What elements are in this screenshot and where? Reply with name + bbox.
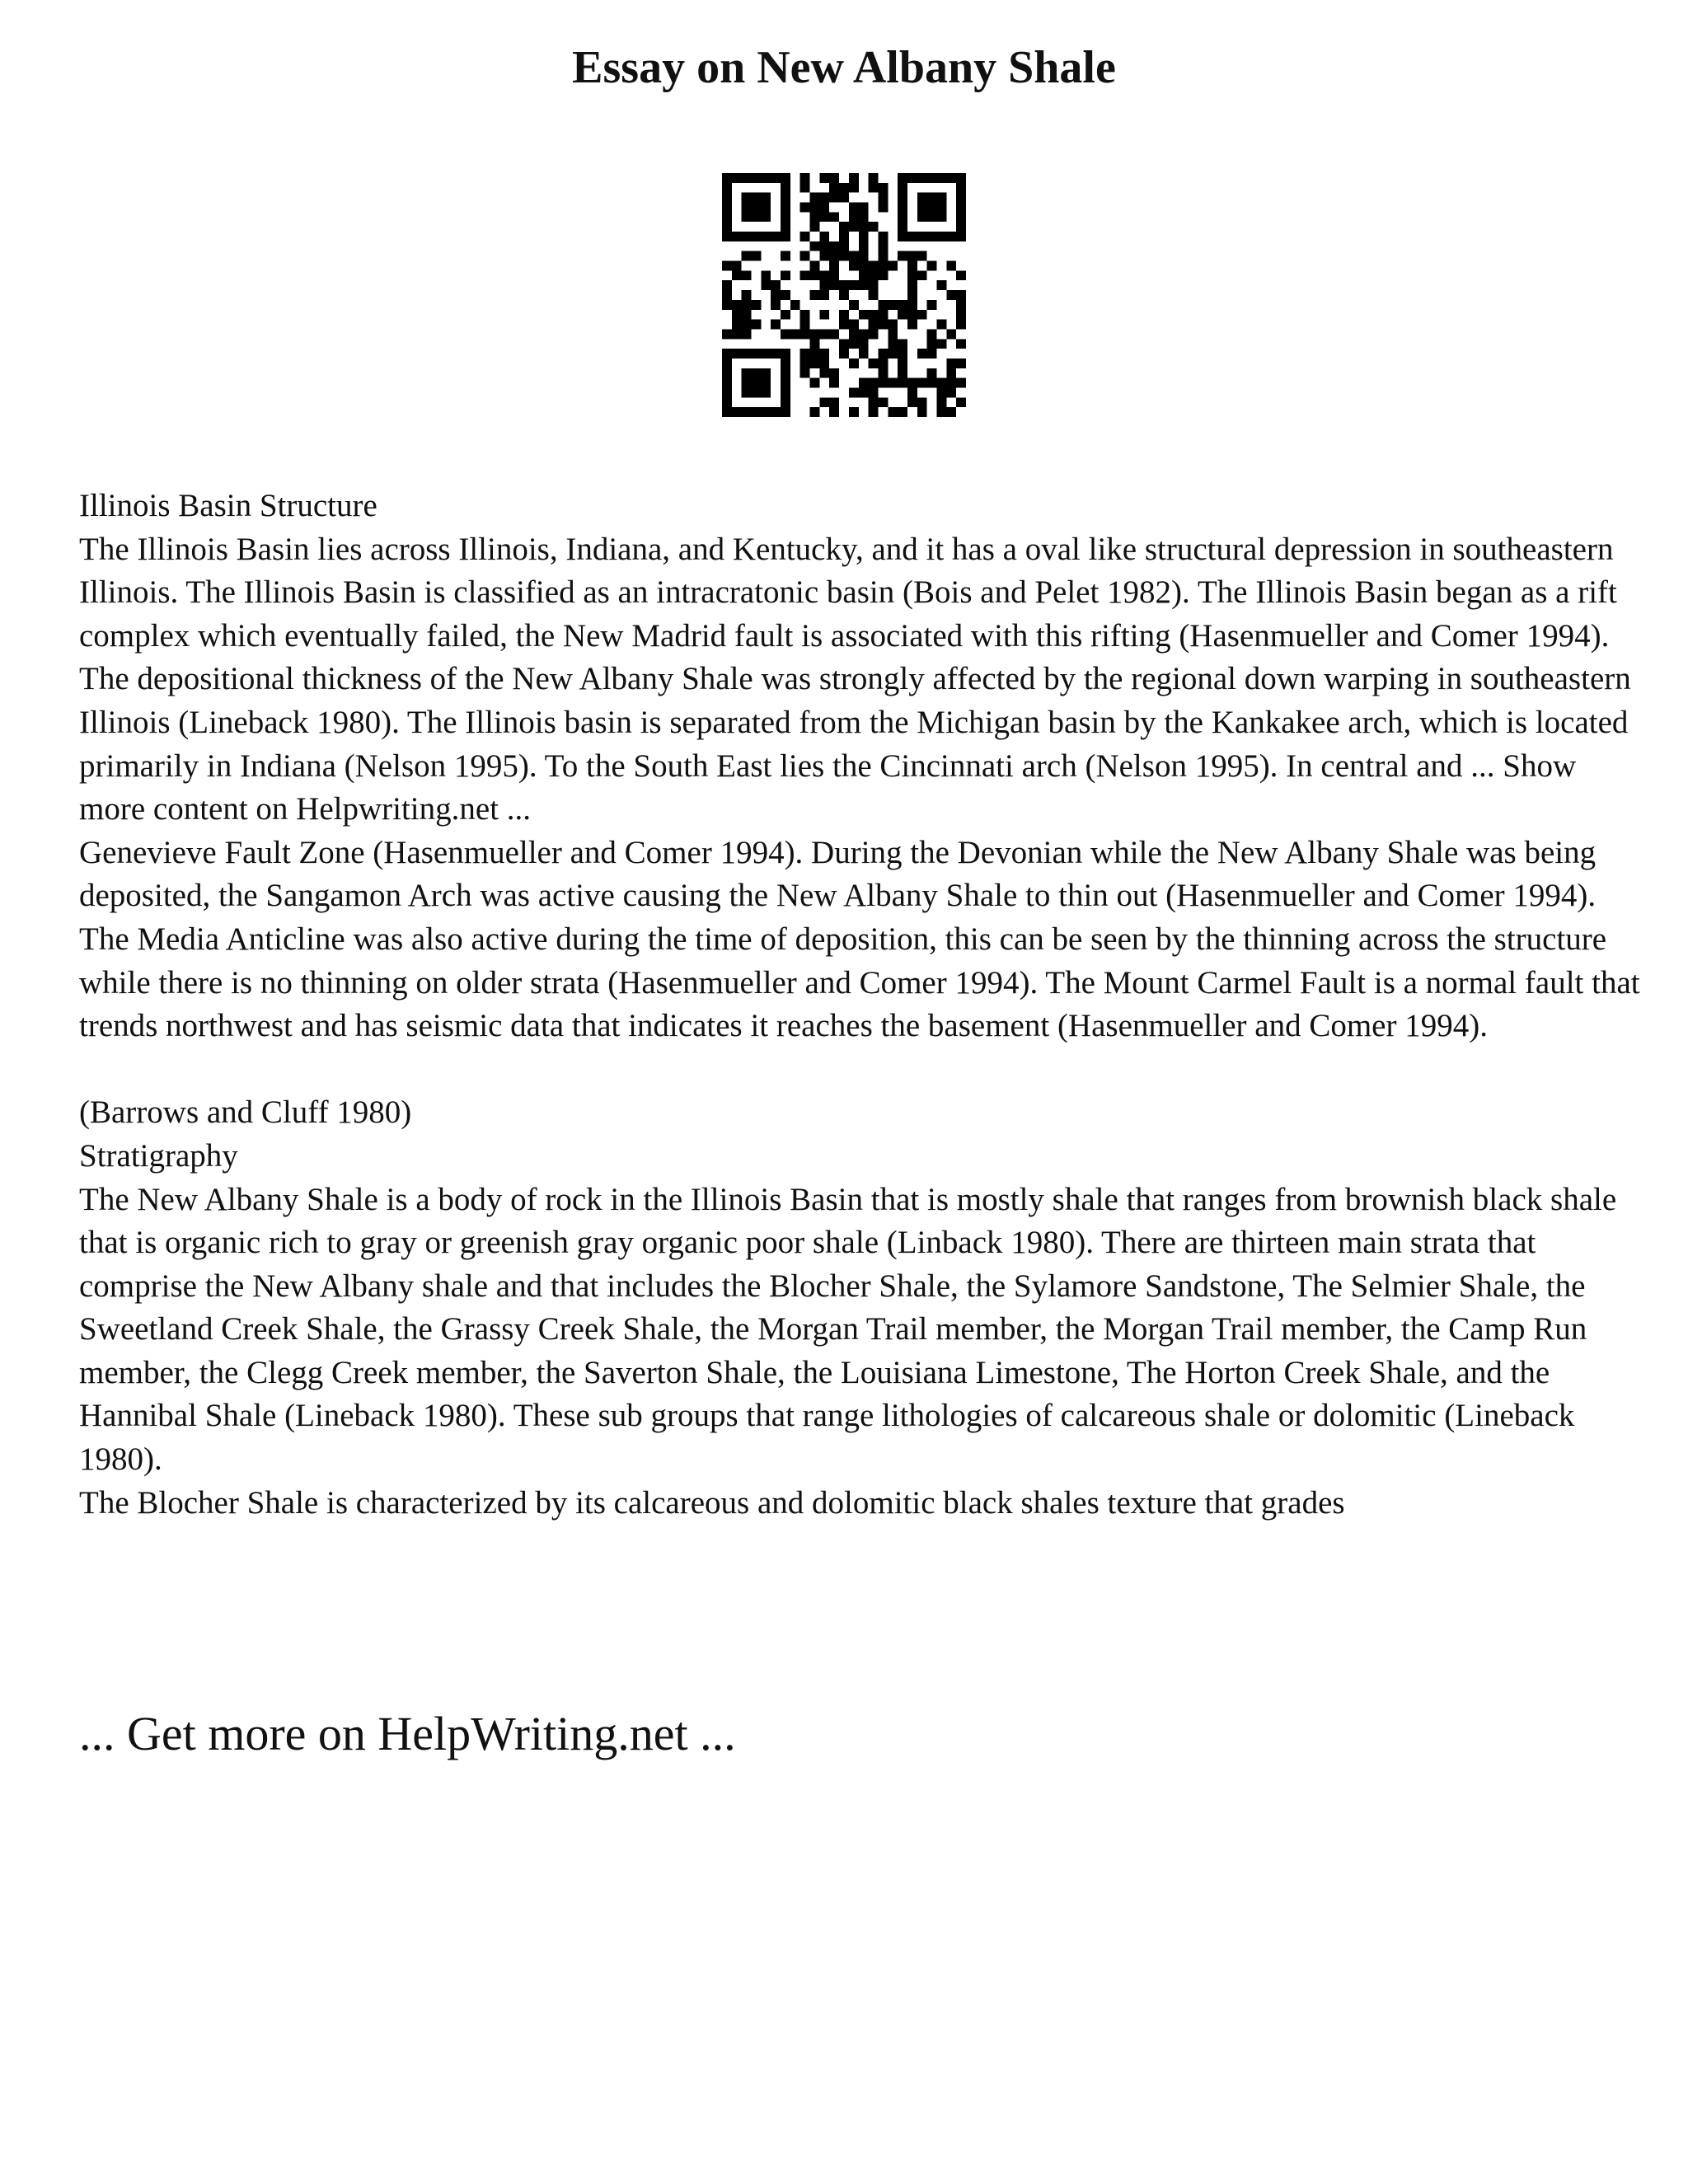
document-title: Essay on New Albany Shale xyxy=(572,42,1116,93)
paragraph-gap xyxy=(79,1048,1645,1092)
paragraph: The Illinois Basin lies across Illinois, Indiana, and Kentucky, and it has a oval like structural depression in southeastern Illinois. The Illinois Basin is classified as an intracratonic basin (Bois and Pelet 1982). The Illinois Basin began as a rift complex which eventually failed, the New Madrid fault is associated with this rifting (Hasenmueller and Comer 1994). The depositional thickness of the New Albany Shale was strongly affected by the regional down warping in southeastern Illinois (Lineback 1980). The Illinois basin is separated from the Michigan basin by the Kankakee arch, which is located primarily in Indiana (Nelson 1995). To the South East lies the Cincinnati arch (Nelson 1995). In central and ... Show more content on Helpwriting.net ... xyxy=(79,531,1631,827)
get-more-link[interactable]: ... Get more on HelpWriting.net ... xyxy=(79,1707,736,1760)
paragraph: Genevieve Fault Zone (Hasenmueller and Comer 1994). During the Devonian while the New Albany Shale was being deposited, the Sangamon Arch was active causing the New Albany Shale to thin out (Hasenmueller and Comer 1994). The Media Anticline was also active during the time of deposition, this can be seen by the thinning across the structure while there is no thinning on older strata (Hasenmueller and Comer 1994). The Mount Carmel Fault is a normal fault that trends northwest and has seismic data that indicates it reaches the basement (Hasenmueller and Comer 1994). xyxy=(79,834,1640,1044)
qr-code-icon[interactable] xyxy=(722,173,966,417)
section-heading-basin-structure: Illinois Basin Structure xyxy=(79,488,377,523)
paragraph: The Blocher Shale is characterized by its calcareous and dolomitic black shales texture that grades xyxy=(79,1484,1345,1521)
citation-line: (Barrows and Cluff 1980) xyxy=(79,1094,412,1131)
section-heading-stratigraphy: Stratigraphy xyxy=(79,1137,238,1174)
paragraph: The New Albany Shale is a body of rock in the Illinois Basin that is mostly shale that ranges from brownish black shale that is organic rich to gray or greenish gray organic poor shale (Linback 1980). There are thirteen main strata that comprise the New Albany shale and that includes the Blocher Shale, the Sylamore Sandstone, The Selmier Shale, the Sweetland Creek Shale, the Grassy Creek Shale, the Morgan Trail member, the Morgan Trail member, the Camp Run member, the Clegg Creek member, the Saverton Shale, the Louisiana Limestone, The Horton Creek Shale, and the Hannibal Shale (Lineback 1980). These sub groups that range lithologies of calcareous shale or dolomitic (Lineback 1980). xyxy=(79,1181,1617,1478)
essay-body xyxy=(79,485,1645,1525)
